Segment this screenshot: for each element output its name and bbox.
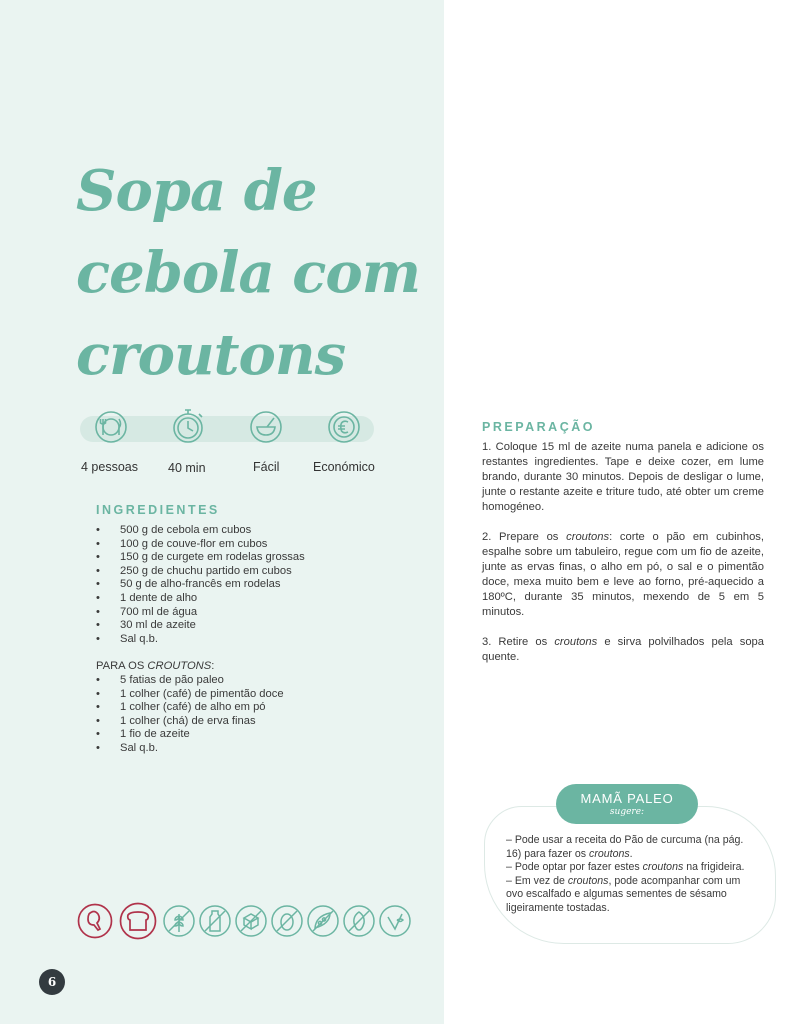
tip-line-1-italic: croutons xyxy=(589,847,630,860)
list-item: • 250 g de chuchu partido em cubos xyxy=(96,565,305,579)
no-egg-icon xyxy=(270,904,304,938)
step-3-italic: croutons xyxy=(554,636,598,648)
no-dairy-icon xyxy=(198,904,232,938)
time-label: 40 min xyxy=(168,461,206,475)
croutons-subheading-prefix: PARA OS xyxy=(96,660,148,672)
tip-line-3 xyxy=(506,875,756,916)
no-nuts-icon xyxy=(342,904,376,938)
list-item: • 30 ml de azeite xyxy=(96,619,305,633)
step-3-text-end: e sirva polvilhados pela sopa quente. xyxy=(482,636,764,664)
preparation-step-3 xyxy=(482,635,764,665)
no-gluten-icon xyxy=(162,904,196,938)
bread-icon xyxy=(119,902,157,940)
tip-line-2-end: na frigideira. xyxy=(683,861,745,874)
recipe-title xyxy=(76,150,426,396)
tip-line-2-italic: croutons xyxy=(642,861,684,874)
servings-label: 4 pessoas xyxy=(81,460,138,474)
list-item: • Sal q.b. xyxy=(96,633,305,647)
step-2-italic: croutons xyxy=(566,531,610,543)
stopwatch-icon xyxy=(171,405,205,445)
ingredients-list xyxy=(96,524,305,646)
tip-line-3-italic: croutons xyxy=(567,874,609,887)
list-item: • 1 dente de alho xyxy=(96,592,305,606)
list-item: • 150 g de curgete em rodelas grossas xyxy=(96,551,305,565)
tip-line-2-text: – Pode optar por fazer estes xyxy=(506,861,643,874)
meat-icon xyxy=(77,903,113,939)
mortar-pestle-icon xyxy=(249,410,283,444)
list-item: • 1 colher (chá) de erva finas xyxy=(96,715,284,729)
list-item: • 1 fio de azeite xyxy=(96,728,284,742)
euro-coin-icon xyxy=(327,410,361,444)
tip-line-3-text: – Em vez de xyxy=(506,874,568,887)
preparation-step-2 xyxy=(482,530,764,621)
preparation-step-1: 1. Coloque 15 ml de azeite numa panela e adicione os restantes ingredientes. Tape e deixe cozer, em lume brando, durante 30 minutos. Depois de desligar o lume, junte o restante azeite e triture tudo, até obter um creme homogéneo. xyxy=(482,441,764,514)
recipe-title-line-1: Sopa de xyxy=(76,158,317,224)
tip-badge xyxy=(556,784,698,824)
page-number: 6 xyxy=(39,969,65,995)
list-item: • 50 g de alho-francês em rodelas xyxy=(96,578,305,592)
list-item: • Sal q.b. xyxy=(96,742,284,756)
croutons-subheading-suffix: : xyxy=(211,660,215,672)
ingredients-heading: INGREDIENTES xyxy=(96,503,220,517)
tip-badge-title: MAMÃ PALEO xyxy=(580,791,674,806)
step-2-text: 2. Prepare os xyxy=(482,531,567,543)
croutons-subheading-italic: CROUTONS xyxy=(147,660,212,672)
no-sugar-icon xyxy=(234,904,268,938)
tip-line-1-text: – Pode usar a receita do Pão de curcuma (na pág. 16) para fazer os xyxy=(506,834,744,860)
vegetarian-icon xyxy=(378,904,412,938)
step-3-text: 3. Retire os xyxy=(482,636,555,648)
croutons-subheading xyxy=(96,660,214,672)
step-2-text-end: : corte o pão em cubinhos, espalhe sobre um tabuleiro, regue com um fio de azeite, junte as ervas finas, o alho em pó, o sal e o pimentão doce, mexa muito bem e leve ao forno, pré-aquecido a 180ºC, durante 35 minutos, mexendo de 5 em 5 minutos. xyxy=(482,531,764,619)
no-legumes-icon xyxy=(306,904,340,938)
list-item: • 500 g de cebola em cubos xyxy=(96,524,305,538)
list-item: • 100 g de couve-flor em cubos xyxy=(96,538,305,552)
tip-line-1-end: . xyxy=(629,847,633,860)
list-item: • 1 colher (café) de alho em pó xyxy=(96,701,284,715)
tip-badge-subtitle: sugere: xyxy=(609,807,645,817)
croutons-ingredients-list xyxy=(96,674,284,756)
tip-line-1 xyxy=(506,834,756,861)
cost-label: Económico xyxy=(313,460,375,474)
recipe-title-line-2: cebola com xyxy=(76,240,420,306)
list-item: • 1 colher (café) de pimentão doce xyxy=(96,688,284,702)
tip-text xyxy=(506,834,756,916)
plate-cutlery-icon xyxy=(94,410,128,444)
difficulty-label: Fácil xyxy=(253,460,280,474)
list-item: • 5 fatias de pão paleo xyxy=(96,674,284,688)
preparation-heading: PREPARAÇÃO xyxy=(482,420,595,434)
tip-line-3-end: , pode acompanhar com um ovo escalfado e algumas sementes de sésamo ligeiramente tostadas. xyxy=(506,874,741,914)
tip-line-2 xyxy=(506,861,756,875)
recipe-title-line-3: croutons xyxy=(76,322,346,388)
list-item: • 700 ml de água xyxy=(96,606,305,620)
